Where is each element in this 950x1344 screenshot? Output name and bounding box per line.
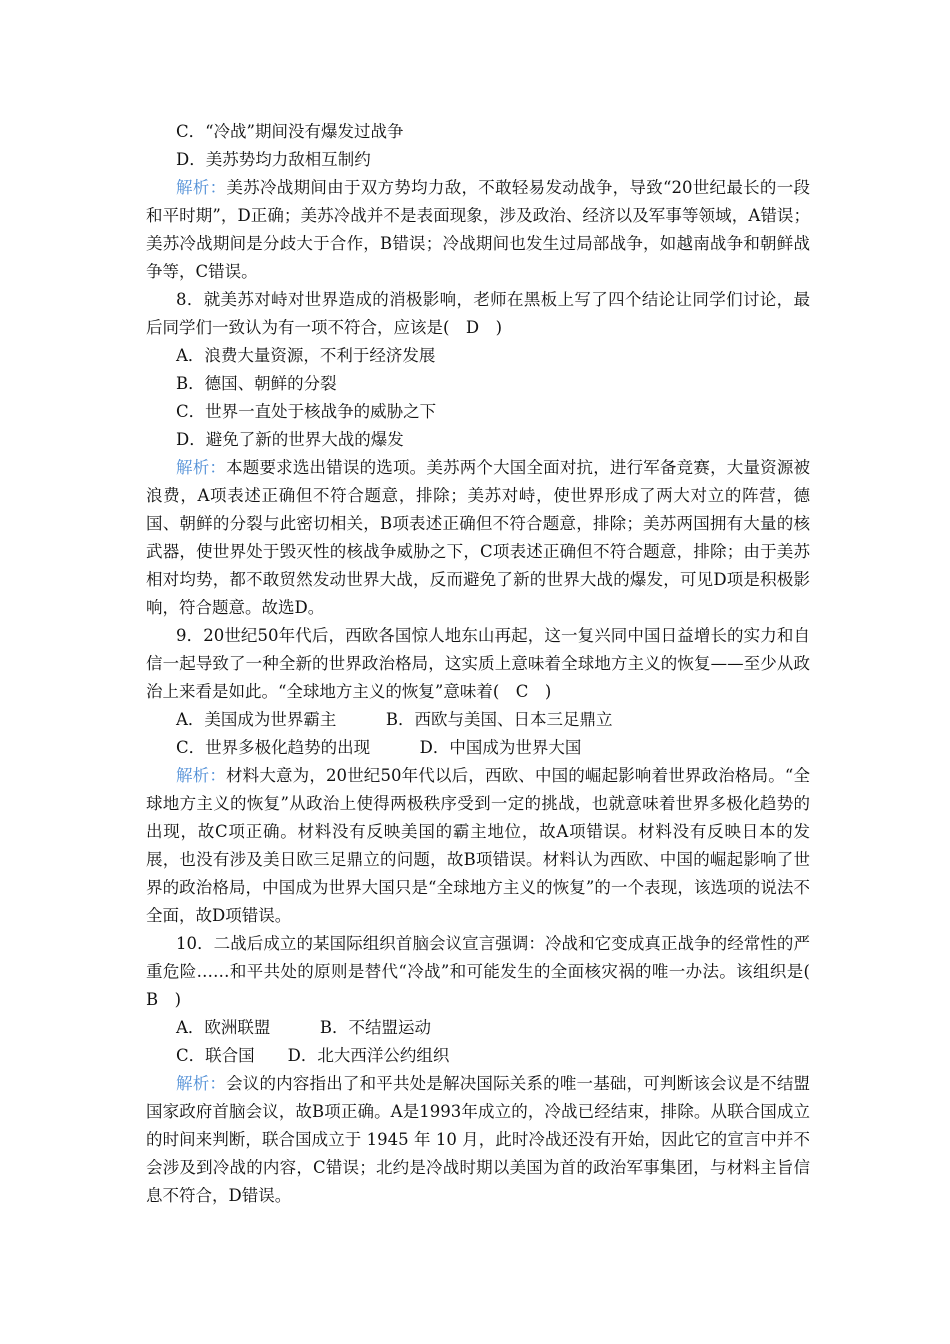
explanation-paragraph	[146, 174, 810, 286]
explanation-paragraph	[146, 1070, 810, 1210]
option-row-cd: C．世界多极化趋势的出现 D．中国成为世界大国	[176, 738, 582, 757]
explanation-text: 美苏冷战期间由于双方势均力敌，不敢轻易发动战争，导致“20世纪最长的一段和平时期”，D正确；美苏冷战并不是表面现象，涉及政治、经济以及军事等领域，A错误；美苏冷战期间是分歧大于合作，B错误；冷战期间也发生过局部战争，如越南战争和朝鲜战争等，C错误。	[146, 178, 811, 281]
explanation-text: 本题要求选出错误的选项。美苏两个大国全面对抗，进行军备竞赛，大量资源被浪费，A项表述正确但不符合题意，排除；美苏对峙，使世界形成了两大对立的阵营，德国、朝鲜的分裂与此密切相关，B项表述正确但不符合题意，排除；美苏两国拥有大量的核武器，使世界处于毁灭性的核战争威胁之下，C项表述正确但不符合题意，排除；由于美苏相对均势，都不敢贸然发动世界大战，反而避免了新的世界大战的爆发，可见D项是积极影响，符合题意。故选D。	[146, 458, 811, 617]
option-a: A．浪费大量资源，不利于经济发展	[176, 346, 436, 365]
question-stem: 9．20世纪50年代后，西欧各国惊人地东山再起，这一复兴同中国日益增长的实力和自信一起导致了一种全新的世界政治格局，这实质上意味着全球地方主义的恢复——至少从政治上来看是如此。“全球地方主义的恢复”意味着( C )	[146, 626, 810, 701]
explanation-text: 材料大意为，20世纪50年代以后，西欧、中国的崛起影响着世界政治格局。“全球地方主义的恢复”从政治上使得两极秩序受到一定的挑战，也就意味着世界多极化趋势的出现，故C项正确。材料没有反映美国的霸主地位，故A项错误。材料没有反映日本的发展，也没有涉及美日欧三足鼎立的问题，故B项错误。材料认为西欧、中国的崛起影响了世界的政治格局，中国成为世界大国只是“全球地方主义的恢复”的一个表现，该选项的说法不全面，故D项错误。	[146, 766, 810, 925]
question-stem: 10．二战后成立的某国际组织首脑会议宣言强调：冷战和它变成真正战争的经常性的严重危险……和平共处的原则是替代“冷战”和可能发生的全面核灾祸的唯一办法。该组织是( B )	[146, 934, 827, 1009]
option-d: D．避免了新的世界大战的爆发	[176, 430, 404, 449]
question-7	[146, 118, 810, 286]
option-row-cd: C．联合国 D．北大西洋公约组织	[176, 1046, 450, 1065]
option-row-ab: A．美国成为世界霸主 B．西欧与美国、日本三足鼎立	[176, 710, 613, 729]
option-d: D．美苏势均力敌相互制约	[176, 150, 371, 169]
explanation-label: 解析：	[176, 1074, 227, 1093]
option-row-ab: A．欧洲联盟 B．不结盟运动	[176, 1018, 432, 1037]
explanation-paragraph	[146, 454, 810, 622]
option-c: C．“冷战”期间没有爆发过战争	[176, 122, 404, 141]
question-10	[146, 930, 827, 1210]
question-8	[146, 286, 810, 622]
option-c: C．世界一直处于核战争的威胁之下	[176, 402, 437, 421]
explanation-label: 解析：	[176, 178, 227, 197]
explanation-label: 解析：	[176, 766, 226, 785]
explanation-paragraph	[146, 762, 810, 930]
page-content	[146, 118, 827, 1210]
option-b: B．德国、朝鲜的分裂	[176, 374, 337, 393]
question-stem: 8．就美苏对峙对世界造成的消极影响，老师在黑板上写了四个结论让同学们讨论，最后同学们一致认为有一项不符合，应该是( D )	[146, 290, 810, 337]
explanation-label: 解析：	[176, 458, 227, 477]
question-9	[146, 622, 810, 930]
explanation-text: 会议的内容指出了和平共处是解决国际关系的唯一基础，可判断该会议是不结盟国家政府首脑会议，故B项正确。A是1993年成立的，冷战已经结束，排除。从联合国成立的时间来判断，联合国成立于 1945 年 10 月，此时冷战还没有开始，因此它的宣言中并不会涉及到冷战的内容，C错误；北约是冷战时期以美国为首的政治军事集团，与材料主旨信息不符合，D错误。	[146, 1074, 811, 1205]
